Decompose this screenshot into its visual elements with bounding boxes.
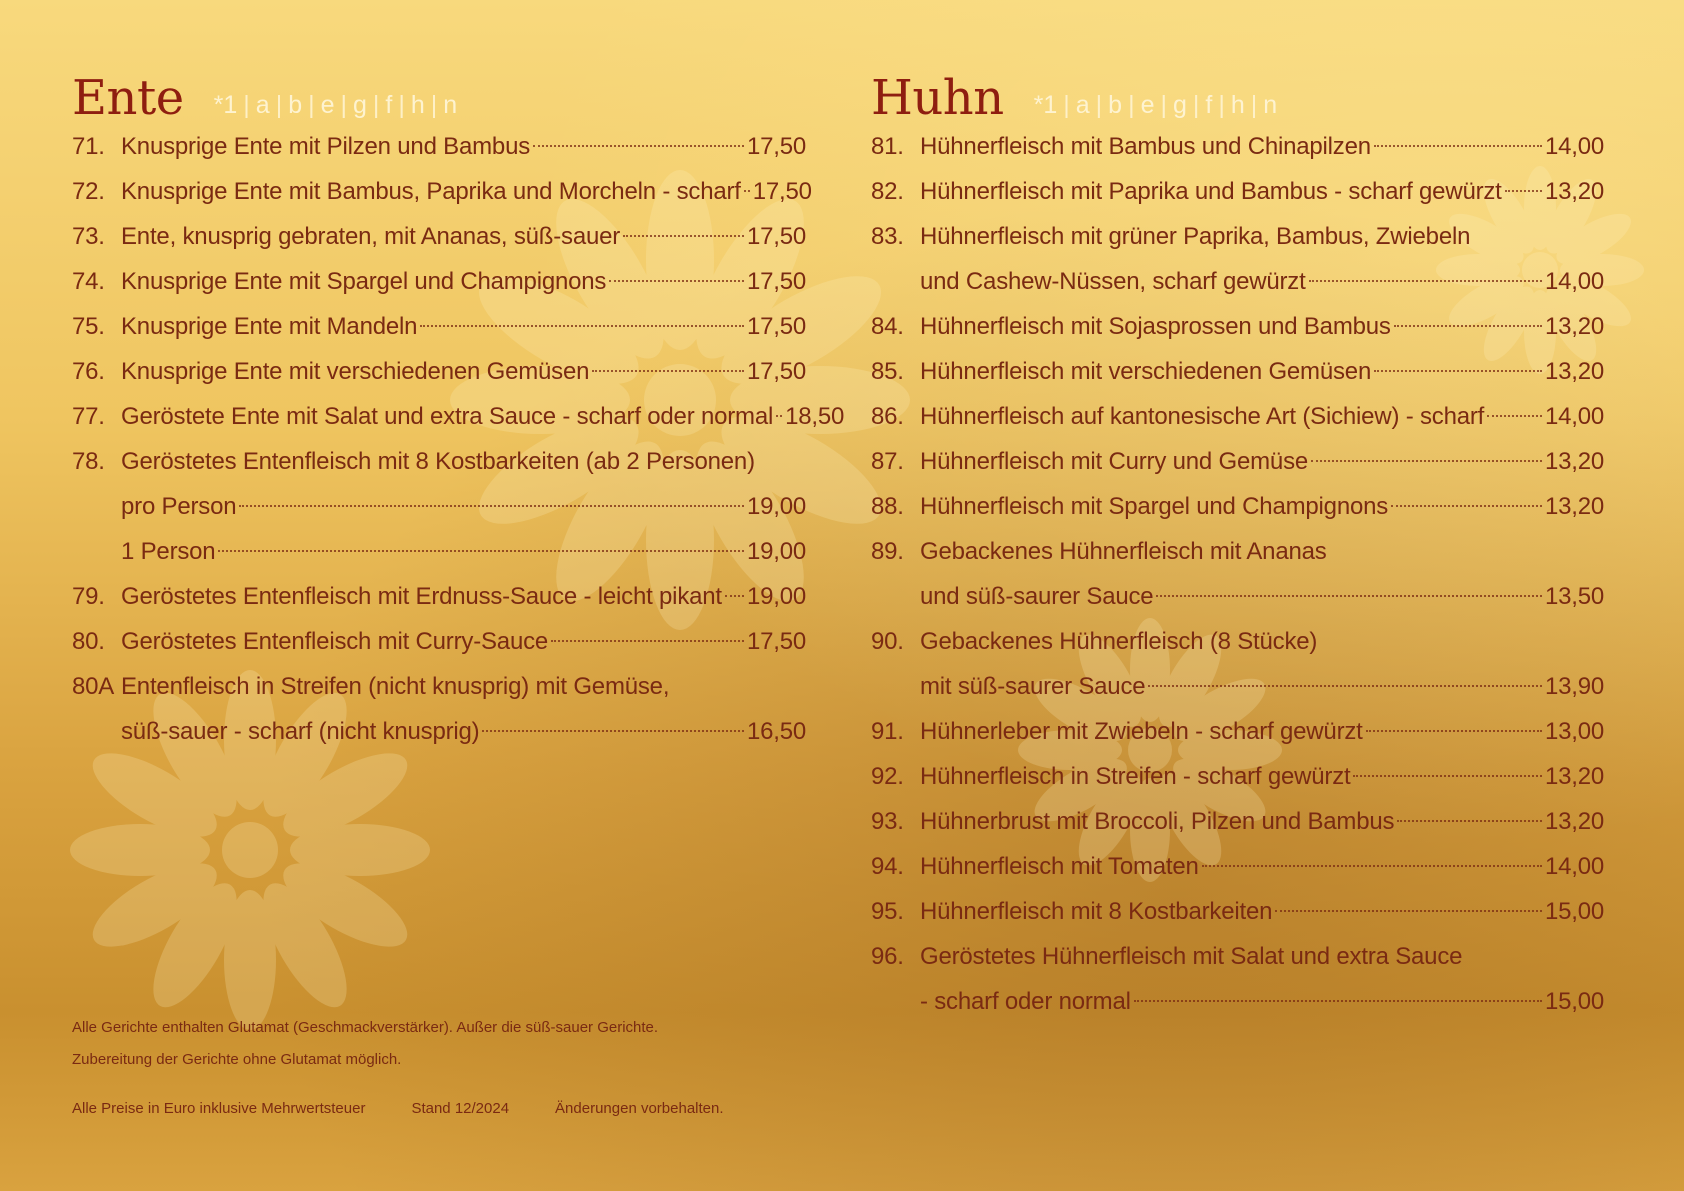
- menu-item-text: Hühnerleber mit Zwiebeln - scharf gewürzt: [920, 718, 1363, 745]
- menu-item-text: und Cashew-Nüssen, scharf gewürzt: [920, 268, 1306, 295]
- menu-item-number: 83.: [871, 223, 904, 250]
- allergen-code: e: [320, 91, 335, 119]
- menu-item-text: Geröstetes Entenfleisch mit 8 Kostbarkeiten (ab 2 Personen): [121, 448, 755, 475]
- menu-item-price: 13,20: [1544, 808, 1604, 835]
- menu-item-line: [871, 709, 1604, 754]
- allergen-separator: |: [1160, 91, 1167, 119]
- menu-item-price: 15,00: [1544, 988, 1604, 1015]
- menu-item-price: 14,00: [1544, 853, 1604, 880]
- menu-item-number: 84.: [871, 313, 904, 340]
- allergen-code: h: [1230, 91, 1245, 119]
- allergen-code: f: [385, 91, 393, 119]
- menu-item-price: 19,00: [746, 493, 806, 520]
- dot-leader: [1374, 145, 1542, 147]
- menu-item-line: [871, 844, 1604, 889]
- allergen-separator: |: [243, 91, 250, 119]
- footer: [72, 1100, 770, 1117]
- menu-item-price: 17,50: [746, 358, 806, 385]
- footer-prices-note: Alle Preise in Euro inklusive Mehrwertsteuer: [72, 1100, 366, 1117]
- menu-item-line: [72, 394, 845, 439]
- menu-item-number: 91.: [871, 718, 904, 745]
- menu-item-text: Hühnerfleisch mit verschiedenen Gemüsen: [920, 358, 1372, 385]
- dot-leader: [1148, 685, 1542, 687]
- dot-leader: [725, 595, 744, 597]
- menu-item-line: [871, 934, 1604, 979]
- menu-item-line: [72, 664, 806, 709]
- menu-item-line: [871, 619, 1604, 664]
- menu-item-line: [871, 214, 1604, 259]
- menu-item-line: [871, 889, 1604, 934]
- menu-item-price: 13,90: [1544, 673, 1604, 700]
- menu-item-number: 78.: [72, 448, 105, 475]
- dot-leader: [482, 730, 743, 732]
- menu-item-price: 14,00: [1544, 133, 1604, 160]
- menu-item-line: [72, 169, 812, 214]
- menu-item-price: 17,50: [746, 628, 806, 655]
- allergen-separator: |: [308, 91, 315, 119]
- ente-title: Ente: [72, 70, 184, 126]
- menu-item-price: 17,50: [752, 178, 812, 205]
- allergen-separator: |: [1063, 91, 1070, 119]
- menu-item-price: 17,50: [746, 268, 806, 295]
- menu-item-price: 13,20: [1544, 313, 1604, 340]
- menu-item-text: Knusprige Ente mit Spargel und Champignons: [121, 268, 607, 295]
- allergen-code: g: [1172, 91, 1187, 119]
- footer-stand-date: Stand 12/2024: [411, 1100, 510, 1117]
- menu-item-number: 94.: [871, 853, 904, 880]
- allergen-code: e: [1140, 91, 1155, 119]
- allergen-code: n: [443, 91, 458, 119]
- dot-leader: [420, 325, 744, 327]
- menu-item-price: 14,00: [1544, 403, 1604, 430]
- menu-item-text: Geröstete Ente mit Salat und extra Sauce - scharf oder normal: [121, 403, 774, 430]
- menu-item-price: 16,50: [746, 718, 806, 745]
- menu-item-text: Geröstetes Hühnerfleisch mit Salat und extra Sauce: [920, 943, 1463, 970]
- ente-section: [72, 60, 845, 754]
- dot-leader: [1353, 775, 1541, 777]
- menu-item-text: Hühnerfleisch mit Paprika und Bambus - scharf gewürzt: [920, 178, 1502, 205]
- menu-item-number: 74.: [72, 268, 105, 295]
- menu-item-number: 82.: [871, 178, 904, 205]
- menu-item-text: Hühnerfleisch mit Sojasprossen und Bambus: [920, 313, 1391, 340]
- menu-item-line: [871, 394, 1604, 439]
- huhn-allergen-codes: [1030, 91, 1282, 122]
- menu-item-line: [72, 619, 806, 664]
- allergen-separator: |: [275, 91, 283, 119]
- menu-item-price: 13,50: [1544, 583, 1604, 610]
- menu-item-text: Hühnerfleisch mit Spargel und Champignons: [920, 493, 1389, 520]
- menu-item-number: 80A: [72, 673, 115, 700]
- dot-leader: [1156, 595, 1541, 597]
- menu-item-price: 19,00: [746, 538, 806, 565]
- dot-leader: [1202, 865, 1542, 867]
- dot-leader: [1311, 460, 1542, 462]
- menu-item-line: [72, 529, 806, 574]
- menu-item-text: Geröstetes Entenfleisch mit Curry-Sauce: [121, 628, 549, 655]
- huhn-title: Huhn: [871, 70, 1004, 126]
- menu-item-text: Hühnerfleisch auf kantonesische Art (Sichiew) - scharf: [920, 403, 1485, 430]
- menu-item-price: 13,20: [1544, 493, 1604, 520]
- menu-item-text: Gebackenes Hühnerfleisch (8 Stücke): [920, 628, 1318, 655]
- menu-item-text: Hühnerfleisch in Streifen - scharf gewürzt: [920, 763, 1351, 790]
- note-line-1: Alle Gerichte enthalten Glutamat (Geschmackverstärker). Außer die süß-sauer Gerichte.: [72, 1019, 659, 1036]
- menu-item-text: Knusprige Ente mit Pilzen und Bambus: [121, 133, 531, 160]
- menu-item-price: 19,00: [746, 583, 806, 610]
- allergen-code: *1: [213, 91, 238, 119]
- allergen-code: a: [255, 91, 270, 119]
- dot-leader: [592, 370, 744, 372]
- dot-leader: [776, 415, 782, 417]
- dot-leader: [1134, 1000, 1542, 1002]
- menu-item-number: 89.: [871, 538, 904, 565]
- menu-item-line: [871, 799, 1604, 844]
- menu-item-text: Hühnerfleisch mit Curry und Gemüse: [920, 448, 1309, 475]
- dot-leader: [623, 235, 744, 237]
- menu-item-price: 17,50: [746, 313, 806, 340]
- menu-item-line: [871, 439, 1604, 484]
- menu-item-number: 72.: [72, 178, 105, 205]
- ente-allergen-codes: [210, 91, 462, 122]
- menu-item-number: 73.: [72, 223, 105, 250]
- menu-item-text: Hühnerfleisch mit 8 Kostbarkeiten: [920, 898, 1273, 925]
- menu-item-number: 80.: [72, 628, 105, 655]
- menu-item-line: [871, 574, 1604, 619]
- dot-leader: [1374, 370, 1542, 372]
- menu-item-line: [72, 349, 806, 394]
- menu-item-price: 14,00: [1544, 268, 1604, 295]
- menu-item-number: 85.: [871, 358, 904, 385]
- menu-item-text: Knusprige Ente mit Bambus, Paprika und Morcheln - scharf: [121, 178, 741, 205]
- menu-item-line: [871, 169, 1604, 214]
- huhn-menu-list: [871, 124, 1604, 1024]
- dot-leader: [1505, 190, 1542, 192]
- menu-item-price: 13,20: [1544, 178, 1604, 205]
- menu-item-number: 92.: [871, 763, 904, 790]
- menu-item-line: [72, 124, 806, 169]
- dot-leader: [239, 505, 744, 507]
- allergen-code: *1: [1033, 91, 1058, 119]
- huhn-section: [871, 60, 1604, 1024]
- menu-item-number: 96.: [871, 943, 904, 970]
- menu-item-price: 13,20: [1544, 448, 1604, 475]
- menu-item-number: 93.: [871, 808, 904, 835]
- menu-item-number: 90.: [871, 628, 904, 655]
- menu-item-text: und süß-saurer Sauce: [920, 583, 1154, 610]
- menu-item-line: [871, 979, 1604, 1024]
- dot-leader: [1394, 325, 1542, 327]
- menu-item-number: 95.: [871, 898, 904, 925]
- allergen-separator: |: [340, 91, 348, 119]
- menu-item-number: 77.: [72, 403, 105, 430]
- allergen-code: b: [1108, 91, 1123, 119]
- allergen-code: g: [353, 91, 367, 119]
- menu-item-line: [72, 259, 806, 304]
- menu-item-price: 13,20: [1544, 763, 1604, 790]
- menu-item-text: Hühnerbrust mit Broccoli, Pilzen und Bambus: [920, 808, 1395, 835]
- menu-item-line: [871, 124, 1604, 169]
- menu-item-line: [72, 709, 806, 754]
- menu-item-line: [871, 484, 1604, 529]
- dot-leader: [1391, 505, 1542, 507]
- allergen-separator: |: [398, 91, 405, 119]
- menu-item-line: [871, 349, 1604, 394]
- menu-item-text: Hühnerfleisch mit Tomaten: [920, 853, 1199, 880]
- menu-item-text: Geröstetes Entenfleisch mit Erdnuss-Sauce - leicht pikant: [121, 583, 722, 610]
- menu-item-text: Gebackenes Hühnerfleisch mit Ananas: [920, 538, 1327, 565]
- menu-item-line: [72, 484, 806, 529]
- dot-leader: [1366, 730, 1542, 732]
- footer-changes-note: Änderungen vorbehalten.: [555, 1100, 724, 1117]
- menu-item-text: Hühnerfleisch mit grüner Paprika, Bambus, Zwiebeln: [920, 223, 1471, 250]
- allergen-separator: |: [1128, 91, 1135, 119]
- dot-leader: [609, 280, 744, 282]
- allergen-code: h: [410, 91, 425, 119]
- menu-item-text: pro Person: [121, 493, 237, 520]
- dot-leader: [533, 145, 744, 147]
- menu-item-line: [871, 259, 1604, 304]
- allergen-separator: |: [1218, 91, 1225, 119]
- menu-item-number: 87.: [871, 448, 904, 475]
- menu-item-price: 15,00: [1544, 898, 1604, 925]
- menu-item-line: [72, 439, 806, 484]
- note-line-2: Zubereitung der Gerichte ohne Glutamat möglich.: [72, 1051, 402, 1068]
- menu-item-text: Knusprige Ente mit verschiedenen Gemüsen: [121, 358, 590, 385]
- allergen-code: f: [1205, 91, 1213, 119]
- menu-item-text: Entenfleisch in Streifen (nicht knusprig) mit Gemüse,: [121, 673, 670, 700]
- allergen-code: n: [1263, 91, 1278, 119]
- menu-item-line: [871, 754, 1604, 799]
- dot-leader: [218, 550, 743, 552]
- menu-item-line: [72, 574, 806, 619]
- dot-leader: [551, 640, 744, 642]
- allergen-separator: |: [1095, 91, 1103, 119]
- menu-item-text: Ente, knusprig gebraten, mit Ananas, süß-sauer: [121, 223, 621, 250]
- dot-leader: [1397, 820, 1542, 822]
- ente-heading: [72, 60, 806, 126]
- menu-item-price: 13,00: [1544, 718, 1604, 745]
- huhn-heading: [871, 60, 1604, 126]
- ente-menu-list: [72, 124, 845, 754]
- menu-item-price: 18,50: [785, 403, 845, 430]
- menu-item-text: Knusprige Ente mit Mandeln: [121, 313, 418, 340]
- menu-item-price: 13,20: [1544, 358, 1604, 385]
- allergen-separator: |: [430, 91, 438, 119]
- menu-item-text: - scharf oder normal: [920, 988, 1131, 1015]
- allergen-separator: |: [1192, 91, 1200, 119]
- menu-item-text: süß-sauer - scharf (nicht knusprig): [121, 718, 480, 745]
- menu-item-text: mit süß-saurer Sauce: [920, 673, 1146, 700]
- menu-item-price: 17,50: [746, 133, 806, 160]
- menu-item-line: [871, 304, 1604, 349]
- menu-item-text: 1 Person: [121, 538, 216, 565]
- menu-item-price: 17,50: [746, 223, 806, 250]
- menu-item-number: 88.: [871, 493, 904, 520]
- menu-item-number: 79.: [72, 583, 105, 610]
- dot-leader: [1309, 280, 1542, 282]
- menu-item-line: [72, 214, 806, 259]
- menu-item-number: 81.: [871, 133, 904, 160]
- dot-leader: [1487, 415, 1542, 417]
- menu-item-line: [871, 529, 1604, 574]
- dot-leader: [744, 190, 750, 192]
- menu-item-number: 86.: [871, 403, 904, 430]
- allergen-separator: |: [1250, 91, 1258, 119]
- dot-leader: [1275, 910, 1542, 912]
- allergen-separator: |: [372, 91, 380, 119]
- allergen-code: a: [1075, 91, 1090, 119]
- allergen-code: b: [288, 91, 303, 119]
- menu-item-number: 75.: [72, 313, 105, 340]
- menu-item-line: [72, 304, 806, 349]
- menu-item-line: [871, 664, 1604, 709]
- menu-item-text: Hühnerfleisch mit Bambus und Chinapilzen: [920, 133, 1371, 160]
- menu-item-number: 71.: [72, 133, 105, 160]
- glutamate-notes: [72, 1012, 658, 1076]
- menu-item-number: 76.: [72, 358, 105, 385]
